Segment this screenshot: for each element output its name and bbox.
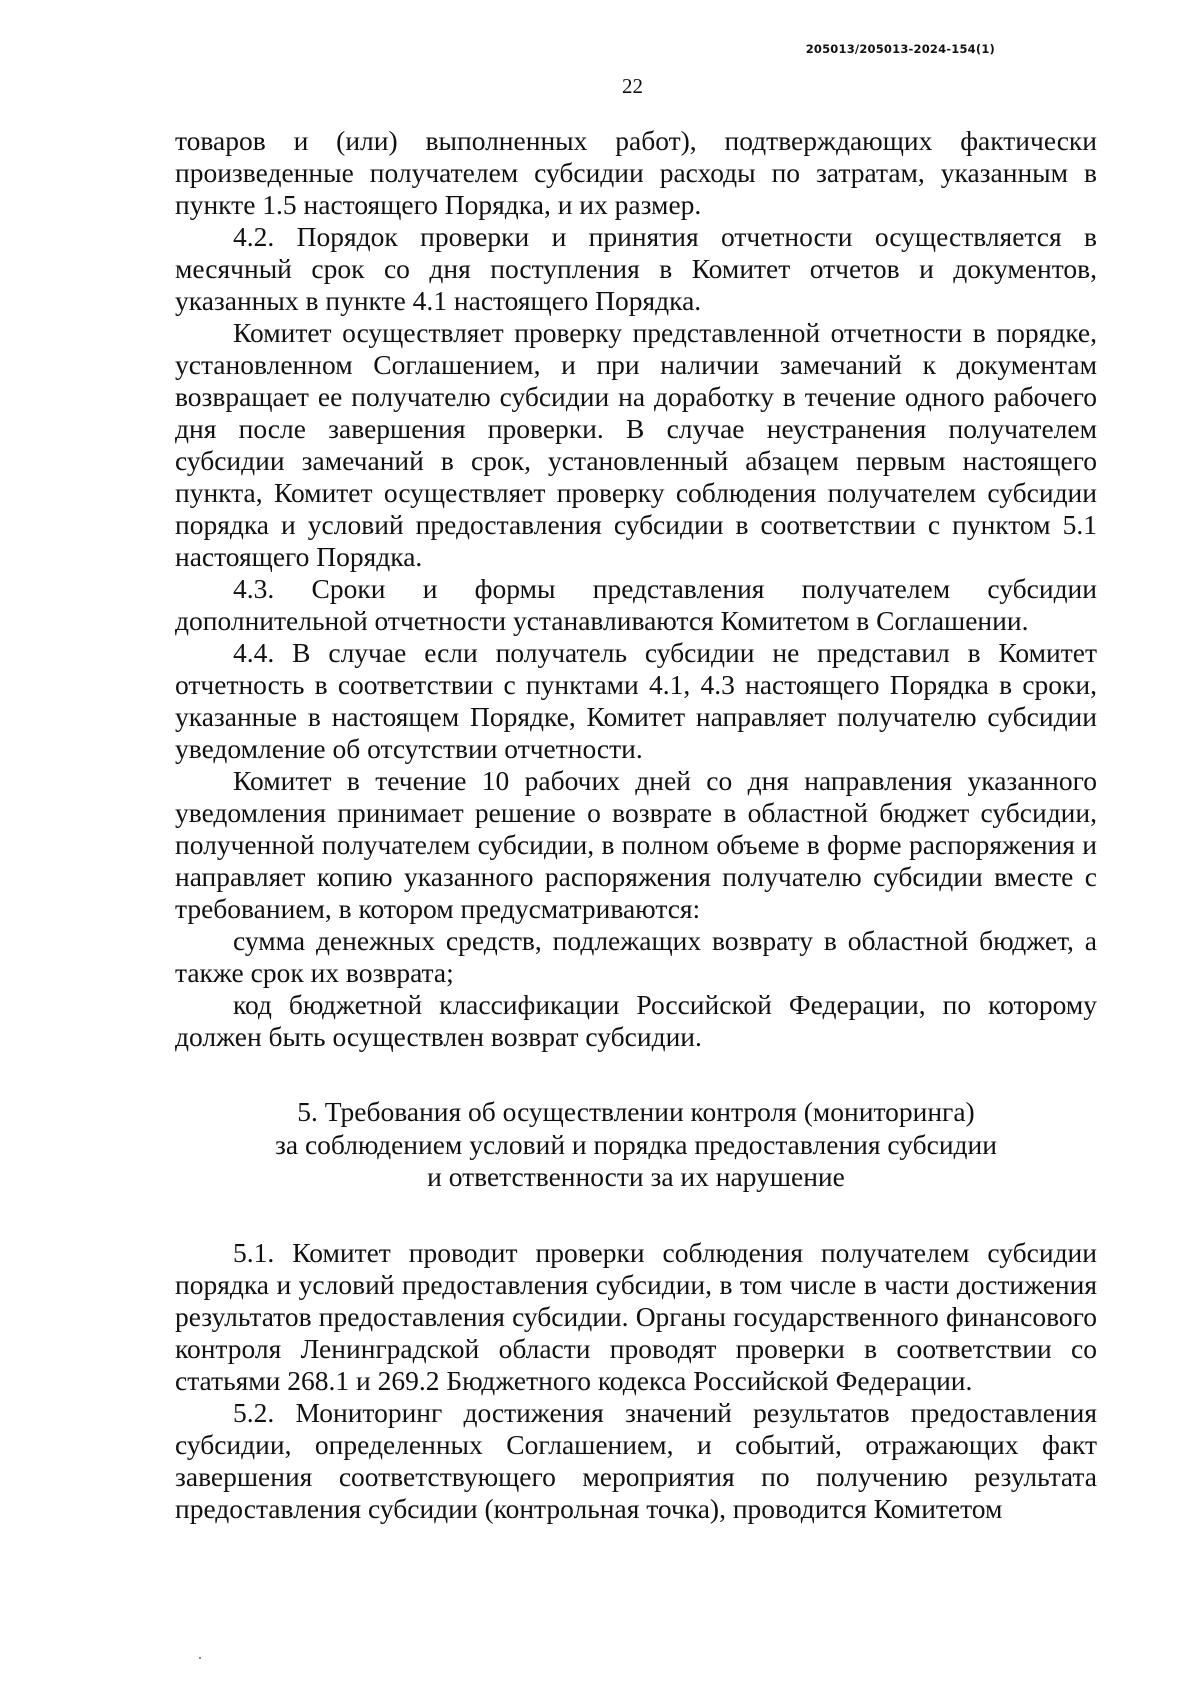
paragraph-4-4: 4.4. В случае если получатель субсидии не представил в Комитет отчетность в соответствии с пунктами 4.1, 4.3 настоящего Порядка в сроки, указанные в настоящем Порядке, Комитет направляет получателю субсидии уведомление об отсутствии отчетности. — [175, 637, 1097, 764]
paragraph-5-1: 5.1. Комитет проводит проверки соблюдения получателем субсидии порядка и условий предоставления субсидии, в том числе в части достижения результатов предоставления субсидии. Органы государственного финансового контроля Ленинградской области проводят проверки в соответствии со статьями 268.1 и 269.2 Бюджетного кодекса Российской Федерации. — [175, 1236, 1097, 1396]
paragraph-4-2: 4.2. Порядок проверки и принятия отчетности осуществляется в месячный срок со дня поступления в Комитет отчетов и документов, указанных в пункте 4.1 настоящего Порядка. — [175, 221, 1097, 316]
page-number: 22 — [622, 74, 643, 98]
paragraph-continuation: товаров и (или) выполненных работ), подтверждающих фактически произведенные получателем субсидии расходы по затратам, указанным в пункте 1.5 настоящего Порядка, и их размер. — [175, 125, 1097, 220]
scan-speck — [199, 1657, 201, 1659]
section-5-heading-line-3: и ответственности за их нарушение — [427, 1161, 845, 1192]
paragraph-4-3: 4.3. Сроки и формы представления получателем субсидии дополнительной отчетности устанавливаются Комитетом в Соглашении. — [175, 573, 1097, 636]
list-item-budget-code: код бюджетной классификации Российской Федерации, по которому должен быть осуществлен возврат субсидии. — [175, 989, 1097, 1052]
paragraph-5-2: 5.2. Мониторинг достижения значений результатов предоставления субсидии, определенных Соглашением, и событий, отражающих факт завершения соответствующего мероприятия по получению результата предоставления субсидии (контрольная точка), проводится Комитетом — [175, 1396, 1097, 1524]
paragraph-4-2-review: Комитет осуществляет проверку представленной отчетности в порядке, установленном Соглашением, и при наличии замечаний к документам возвращает ее получателю субсидии на доработку в течение одного рабочего дня после завершения проверки. В случае неустранения получателем субсидии замечаний в срок, установленный абзацем первым настоящего пункта, Комитет осуществляет проверку соблюдения получателем субсидии порядка и условий предоставления субсидии в соответствии с пунктом 5.1 настоящего Порядка. — [175, 317, 1097, 572]
list-item-amount: сумма денежных средств, подлежащих возврату в областной бюджет, а также срок их возврата; — [175, 925, 1097, 988]
section-5-heading — [175, 1096, 1097, 1194]
paragraph-4-4-decision: Комитет в течение 10 рабочих дней со дня направления указанного уведомления принимает решение о возврате в областной бюджет субсидии, полученной получателем субсидии, в полном объеме в форме распоряжения и направляет копию указанного распоряжения получателю субсидии вместе с требованием, в котором предусматриваются: — [175, 765, 1097, 924]
document-body — [175, 125, 1097, 1525]
section-5-heading-line-1: 5. Требования об осуществлении контроля (мониторинга) — [297, 1096, 975, 1127]
section-5-heading-line-2: за соблюдением условий и порядка предоставления субсидии — [275, 1128, 997, 1160]
document-registration-number: 205013/205013-2024-154(1) — [805, 42, 995, 56]
